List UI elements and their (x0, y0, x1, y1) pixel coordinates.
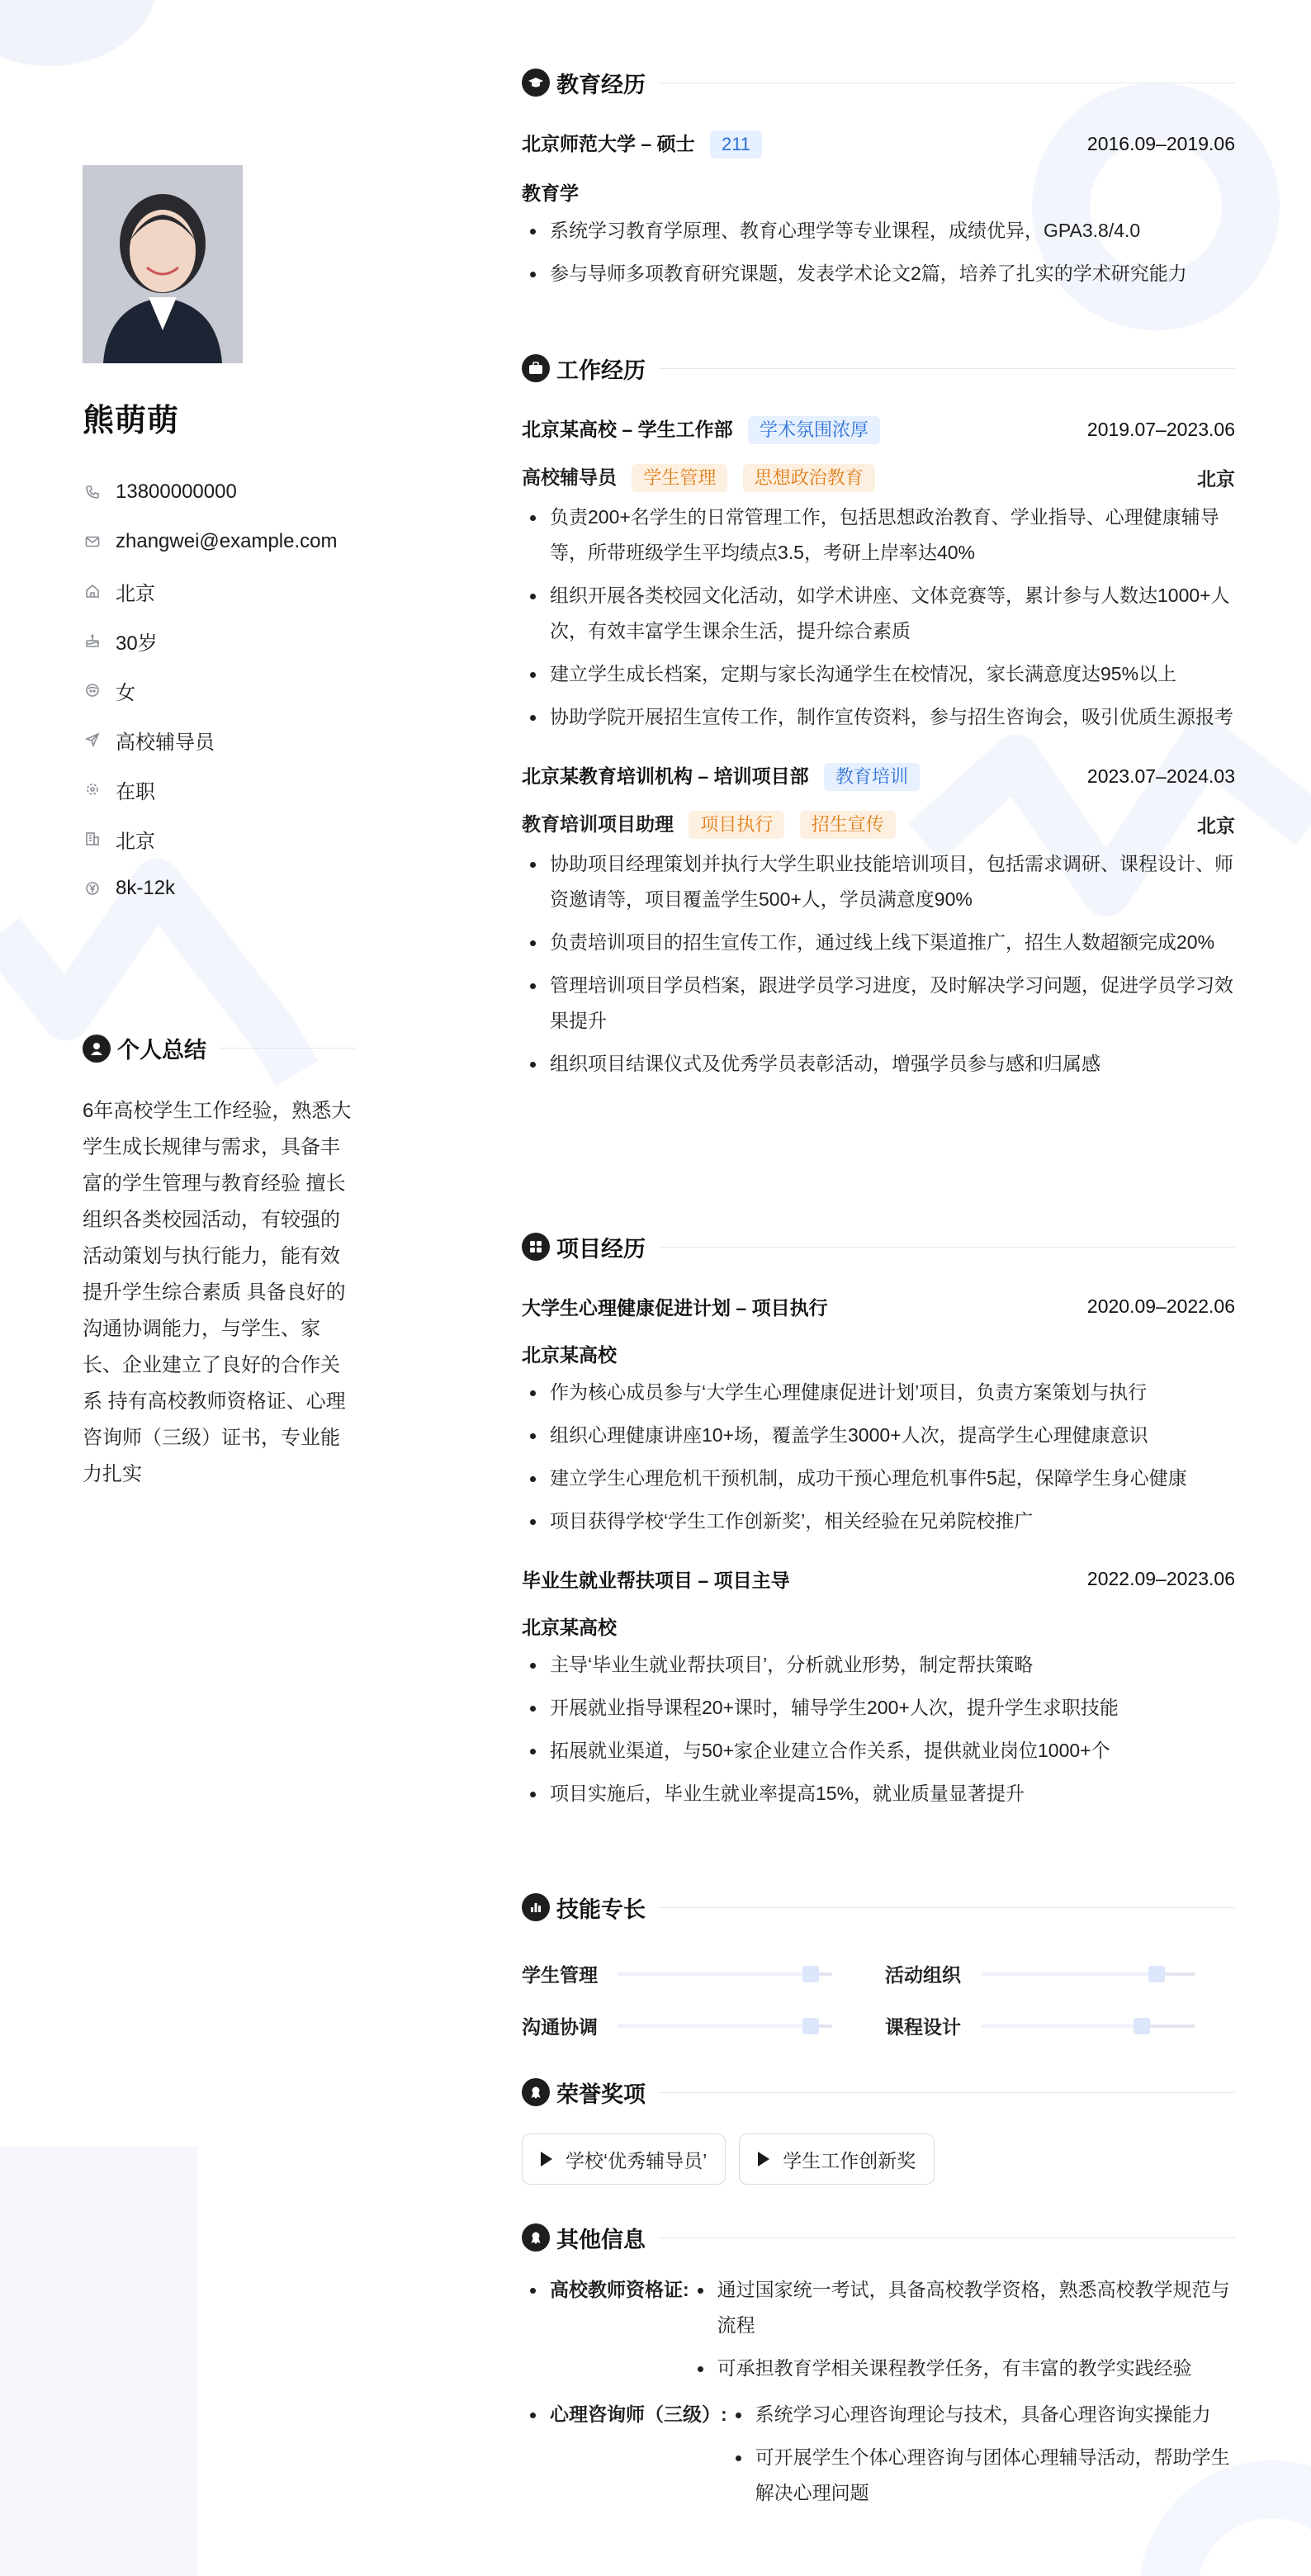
section-divider (659, 1907, 1235, 1908)
skill-name: 沟通协调 (522, 2016, 598, 2038)
contact-info-item (83, 616, 338, 665)
award-chip (739, 2133, 935, 2185)
work-date: 2019.07–2023.06 (1086, 418, 1235, 440)
skill-level-fill (618, 2024, 811, 2028)
skill-level-fill (618, 1972, 811, 1976)
section-divider (659, 368, 1235, 369)
work-entry (522, 414, 1235, 735)
contact-info-value: 北京 (116, 582, 155, 605)
background-block (0, 2147, 198, 2576)
user-icon (83, 1035, 111, 1063)
section-title: 教育经历 (556, 72, 646, 97)
contact-info-value: 在职 (116, 780, 155, 803)
project-bullets (522, 1647, 1235, 1811)
cake-icon (83, 631, 102, 651)
certificate-details (727, 2397, 1235, 2518)
profile-name: 熊萌萌 (83, 404, 180, 438)
briefcase-icon (522, 354, 550, 382)
list-item: 管理培训项目学员档案，跟进学员学习进度，及时解决学习问题，促进学员学习效果提升 (522, 968, 1235, 1039)
certificate-label: 高校教师资格证: (550, 2279, 689, 2300)
list-item: 建立学生成长档案，定期与家长沟通学生在校情况，家长满意度达95%以上 (522, 656, 1235, 692)
other-info-list (522, 2272, 1235, 2518)
skills-section-title (522, 1889, 1235, 1925)
list-item: 项目获得学校‘学生工作创新奖’，相关经验在兄弟院校推广 (522, 1503, 1235, 1539)
list-item: 可开展学生个体心理咨询与团体心理辅导活动，帮助学生解决心理问题 (727, 2440, 1235, 2511)
project-entry-header (522, 1293, 1235, 1320)
work-section (522, 350, 1235, 1082)
skill-level-knob (1148, 1966, 1165, 1982)
skill-item (885, 1960, 1235, 1987)
project-entry-header (522, 1565, 1235, 1593)
work-role-row (522, 809, 1235, 839)
status-icon (83, 779, 102, 799)
skill-level-knob (802, 2018, 819, 2034)
skill-name: 活动组织 (885, 1964, 961, 1986)
section-title: 荣誉奖项 (556, 2081, 646, 2107)
list-item: 建立学生心理危机干预机制，成功干预心理危机事件5起，保障学生身心健康 (522, 1461, 1235, 1496)
work-entry-header (522, 761, 1235, 791)
job-title: 教育培训项目助理 (522, 813, 674, 835)
awards-list (522, 2133, 1235, 2185)
education-bullets (522, 213, 1235, 291)
section-divider (659, 2092, 1235, 2093)
work-section-title (522, 350, 1235, 386)
building-icon (83, 829, 102, 849)
skills-section (522, 1889, 1235, 2039)
role-tag: 项目执行 (689, 811, 784, 839)
list-item: 负责培训项目的招生宣传工作，通过线上线下渠道推广，招生人数超额完成20% (522, 925, 1235, 960)
list-item: 组织项目结课仪式及优秀学员表彰活动，增强学员参与感和归属感 (522, 1046, 1235, 1082)
company-tag: 学术氛围浓厚 (748, 416, 880, 444)
list-item: 负责200+名学生的日常管理工作，包括思想政治教育、学业指导、心理健康辅导等，所带班级学生平均绩点3.5，考研上岸率达40% (522, 500, 1235, 571)
contact-info-item (83, 814, 338, 864)
projects-section (522, 1229, 1235, 1811)
award-label: 学生工作创新奖 (783, 2149, 916, 2171)
other-section-title (522, 2219, 1235, 2256)
contact-info-value: zhangwei@example.com (116, 530, 338, 552)
list-item: 参与导师多项教育研究课题，发表学术论文2篇，培养了扎实的学术研究能力 (522, 256, 1235, 291)
skill-level-fill (981, 1972, 1157, 1976)
list-item: 可承担教育学相关课程教学任务，有丰富的教学实践经验 (689, 2351, 1235, 2386)
project-bullets (522, 1375, 1235, 1539)
mail-icon (83, 532, 102, 552)
profile-photo (83, 165, 243, 363)
skill-level-knob (802, 1966, 819, 1982)
education-entry-header (522, 129, 1235, 159)
list-item (522, 2272, 1235, 2394)
section-divider (659, 2237, 1235, 2238)
contact-info-item (83, 715, 338, 765)
school-tag: 211 (710, 130, 762, 159)
skill-item (885, 2012, 1235, 2039)
skill-name: 学生管理 (522, 1964, 598, 1986)
skill-name: 课程设计 (885, 2016, 961, 2038)
award-label: 学校‘优秀辅导员’ (566, 2149, 708, 2171)
education-date: 2016.09–2019.06 (1086, 132, 1235, 154)
award-chip (522, 2133, 726, 2185)
section-title: 项目经历 (556, 1236, 646, 1262)
list-item (522, 2397, 1235, 2518)
role-tag: 学生管理 (632, 464, 727, 492)
skill-level-bar (618, 1972, 832, 1976)
section-divider (659, 1247, 1235, 1248)
list-item: 作为核心成员参与‘大学生心理健康促进计划’项目，负责方案策划与执行 (522, 1375, 1235, 1410)
summary-text: 6年高校学生工作经验，熟悉大学生成长规律与需求，具备丰富的学生管理与教育经验 擅长组织各类校园活动，有较强的活动策划与执行能力，能有效提升学生综合素质 具备良好的沟通协调能力，与学生、家长、企业建立了良好的合作关系 持有高校教师资格证、心理咨询师（三级）证书，专业能力扎实 (83, 1100, 352, 1485)
section-title: 技能专长 (556, 1896, 646, 1922)
list-item: 拓展就业渠道，与50+家企业建立合作关系，提供就业岗位1000+个 (522, 1733, 1235, 1769)
list-item: 协助学院开展招生宣传工作，制作宣传资料，参与招生咨询会，吸引优质生源报考 (522, 699, 1235, 735)
other-section (522, 2219, 1235, 2522)
list-item: 通过国家统一考试，具备高校教学资格，熟悉高校教学规范与流程 (689, 2272, 1235, 2343)
project-entry (522, 1565, 1235, 1811)
work-bullets (522, 500, 1235, 735)
work-entry (522, 761, 1235, 1082)
work-entry-header (522, 414, 1235, 444)
skill-level-bar (981, 1972, 1195, 1976)
project-entry (522, 1293, 1235, 1539)
school-name: 北京师范大学 – 硕士 (522, 133, 695, 154)
phone-icon (83, 482, 102, 502)
list-item: 系统学习教育学原理、教育心理学等专业课程，成绩优异，GPA3.8/4.0 (522, 213, 1235, 249)
list-item: 系统学习心理咨询理论与技术，具备心理咨询实操能力 (727, 2397, 1235, 2432)
graduation-cap-icon (522, 69, 550, 97)
company-name: 北京某教育培训机构 – 培训项目部 (522, 765, 809, 787)
gender-icon (83, 680, 102, 700)
project-date: 2022.09–2023.06 (1086, 1568, 1235, 1589)
contact-info-item (83, 566, 338, 616)
work-role-row (522, 462, 1235, 492)
role-tag: 招生宣传 (800, 811, 896, 839)
skill-level-knob (1134, 2018, 1150, 2034)
contact-info-value: 30岁 (116, 632, 158, 655)
certificate-icon (522, 2223, 550, 2252)
contact-info-item (83, 765, 338, 814)
section-title: 个人总结 (117, 1038, 206, 1063)
home-icon (83, 581, 102, 601)
project-org: 北京某高校 (522, 1344, 617, 1366)
work-bullets (522, 846, 1235, 1082)
play-icon (758, 2152, 769, 2166)
salary-icon (83, 878, 102, 898)
skill-item (522, 1960, 885, 1987)
project-name: 毕业生就业帮扶项目 – 项目主导 (522, 1570, 790, 1591)
section-title: 其他信息 (556, 2227, 646, 2252)
background-circle (0, 0, 157, 66)
skill-level-bar (981, 2024, 1195, 2028)
list-item: 协助项目经理策划并执行大学生职业技能培训项目，包括需求调研、课程设计、师资邀请等，项目覆盖学生500+人，学员满意度90% (522, 846, 1235, 917)
education-section (522, 64, 1235, 291)
company-name: 北京某高校 – 学生工作部 (522, 419, 733, 440)
skills-grid (522, 1960, 1235, 2039)
section-divider (220, 1048, 355, 1049)
certificate-details (689, 2272, 1235, 2394)
education-section-title (522, 64, 1235, 101)
skill-level-fill (981, 2024, 1142, 2028)
grid-icon (522, 1233, 550, 1261)
work-city: 北京 (1197, 467, 1235, 490)
play-icon (541, 2152, 552, 2166)
list-item: 主导‘毕业生就业帮扶项目’，分析就业形势，制定帮扶策略 (522, 1647, 1235, 1683)
projects-section-title (522, 1229, 1235, 1265)
skill-item (522, 2012, 885, 2039)
awards-section (522, 2074, 1235, 2185)
contact-info-item (83, 665, 338, 715)
send-icon (83, 730, 102, 750)
section-title: 工作经历 (556, 358, 646, 383)
project-date: 2020.09–2022.06 (1086, 1295, 1235, 1317)
contact-info-item (83, 467, 338, 517)
contact-info-value: 13800000000 (116, 481, 237, 503)
project-org: 北京某高校 (522, 1617, 617, 1638)
list-item: 项目实施后，毕业生就业率提高15%，就业质量显著提升 (522, 1776, 1235, 1811)
role-tag: 思想政治教育 (743, 464, 875, 492)
list-item: 组织开展各类校园文化活动，如学术讲座、文体竞赛等，累计参与人数达1000+人次，有效丰富学生课余生活，提升综合素质 (522, 578, 1235, 649)
certificate-label: 心理咨询师（三级）: (550, 2403, 727, 2425)
contact-info-item (83, 864, 338, 913)
contact-info-value: 8k-12k (116, 877, 176, 899)
company-tag: 教育培训 (824, 763, 920, 791)
bar-chart-icon (522, 1893, 550, 1921)
award-icon (522, 2078, 550, 2106)
summary-section-title (83, 1032, 355, 1064)
contact-info-list (83, 467, 338, 913)
project-name: 大学生心理健康促进计划 – 项目执行 (522, 1297, 828, 1319)
contact-info-value: 女 (116, 681, 135, 704)
list-item: 组织心理健康讲座10+场，覆盖学生3000+人次，提高学生心理健康意识 (522, 1418, 1235, 1453)
list-item: 开展就业指导课程20+课时，辅导学生200+人次，提升学生求职技能 (522, 1690, 1235, 1726)
work-date: 2023.07–2024.03 (1086, 765, 1235, 787)
contact-info-value: 高校辅导员 (116, 731, 215, 754)
skill-level-bar (618, 2024, 832, 2028)
job-title: 高校辅导员 (522, 466, 617, 488)
awards-section-title (522, 2074, 1235, 2110)
contact-info-item (83, 517, 338, 566)
education-major: 教育学 (522, 182, 579, 204)
contact-info-value: 北京 (116, 830, 155, 853)
work-city: 北京 (1197, 814, 1235, 836)
